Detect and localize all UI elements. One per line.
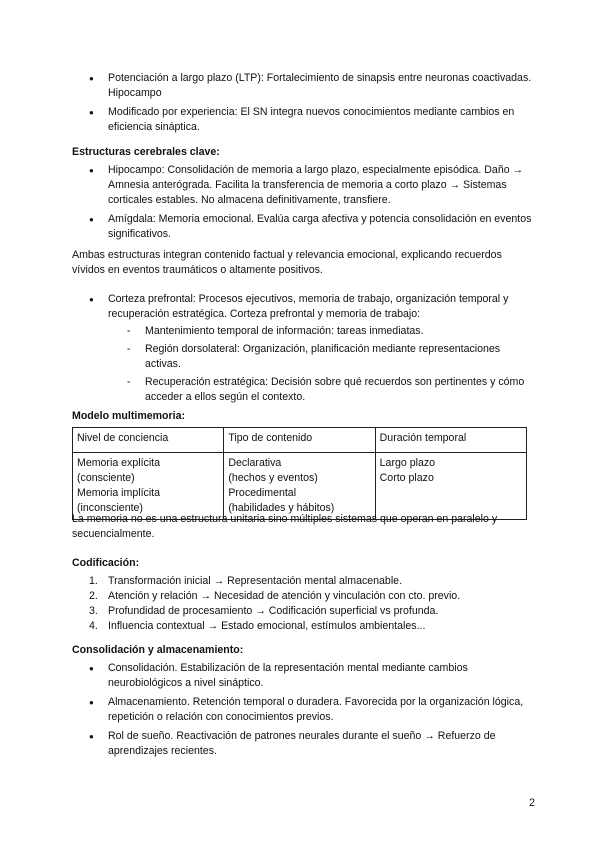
sub-list-item: - Región dorsolateral: Organización, planificación mediante representaciones activas. [108, 342, 532, 372]
section-heading: Consolidación y almacenamiento: [72, 644, 244, 656]
section-heading: Estructuras cerebrales clave: [72, 146, 220, 158]
table-cell: Declarativa (hechos y eventos) Procedimental (habilidades y hábitos) [224, 453, 375, 520]
table-header-cell: Tipo de contenido [224, 428, 375, 453]
list-item: ● Potenciación a largo plazo (LTP): Fortalecimiento de sinapsis entre neuronas coactivadas. Hipocampo [72, 71, 532, 101]
list-item: ● Consolidación. Estabilización de la representación mental mediante cambios neurobiológicos a nivel sináptico. [72, 661, 532, 691]
list-item: 2. Atención y relación → Necesidad de atención y vinculación con cto. previo. [89, 590, 461, 602]
table-row [73, 453, 527, 520]
table-header-cell: Nivel de conciencia [73, 428, 224, 453]
section-heading: Codificación: [72, 557, 140, 569]
consolidation-section [72, 643, 532, 763]
prefrontal-section [72, 292, 532, 409]
coding-section [72, 556, 532, 634]
list-item: ● Almacenamiento. Retención temporal o duradera. Favorecida por la organización lógica, repetición o relación con conocimientos previos. [72, 695, 532, 725]
table-cell: Largo plazo Corto plazo [375, 453, 526, 520]
sub-list-item: - Mantenimiento temporal de información: tareas inmediatas. [108, 324, 532, 339]
table-cell: Memoria explícita (consciente) Memoria implícita (inconsciente) [73, 453, 224, 520]
list-item: ● Corteza prefrontal: Procesos ejecutivos, memoria de trabajo, organización temporal y recuperación estratégica. Corteza prefrontal y memoria de trabajo: - Mantenimiento temporal de información: tareas inmediatas. - Región dorsolateral: Organización, planificación mediante representaciones activas. - Recuperación estratégica: Decisión sobre qué recuerdos son pertinentes y cómo acceder a ellos según el contexto. [72, 292, 532, 405]
list-item: 1. Transformación inicial → Representación mental almacenable. [89, 575, 403, 587]
sub-list-item: - Recuperación estratégica: Decisión sobre qué recuerdos son pertinentes y cómo acceder a ellos según el contexto. [108, 375, 532, 405]
list-item: 3. Profundidad de procesamiento → Codificación superficial vs profunda. [89, 605, 439, 617]
structures-paragraph: Ambas estructuras integran contenido factual y relevancia emocional, explicando recuerdos vívidos en eventos traumáticos o altamente positivos. [72, 249, 502, 276]
list-item: ● Rol de sueño. Reactivación de patrones neurales durante el sueño → Refuerzo de aprendizajes recientes. [72, 729, 532, 759]
list-item: 4. Influencia contextual → Estado emocional, estímulos ambientales... [89, 620, 426, 632]
page-number: 2 [529, 797, 535, 809]
section-heading: Modelo multimemoria: [72, 410, 186, 422]
structures-section [72, 145, 532, 246]
table-header-cell: Duración temporal [375, 428, 526, 453]
list-item: ● Modificado por experiencia: El SN integra nuevos conocimientos mediante cambios en eficiencia sináptica. [72, 105, 532, 135]
memory-model-table [72, 427, 527, 520]
table-header-row [73, 428, 527, 453]
intro-section [72, 71, 532, 139]
model-section [72, 409, 532, 520]
list-item: ● Amígdala: Memoria emocional. Evalúa carga afectiva y potencia consolidación en eventos significativos. [72, 212, 532, 242]
model-paragraph: La memoria no es una estructura unitaria sino múltiples sistemas que operan en paralelo y secuencialmente. [72, 513, 498, 540]
list-item: ● Hipocampo: Consolidación de memoria a largo plazo, especialmente episódica. Daño → Amnesia anterógrada. Facilita la transferencia de memoria a corto plazo → Sistemas corticales estables. No almacena definitivamente, transfiere. [72, 163, 532, 208]
